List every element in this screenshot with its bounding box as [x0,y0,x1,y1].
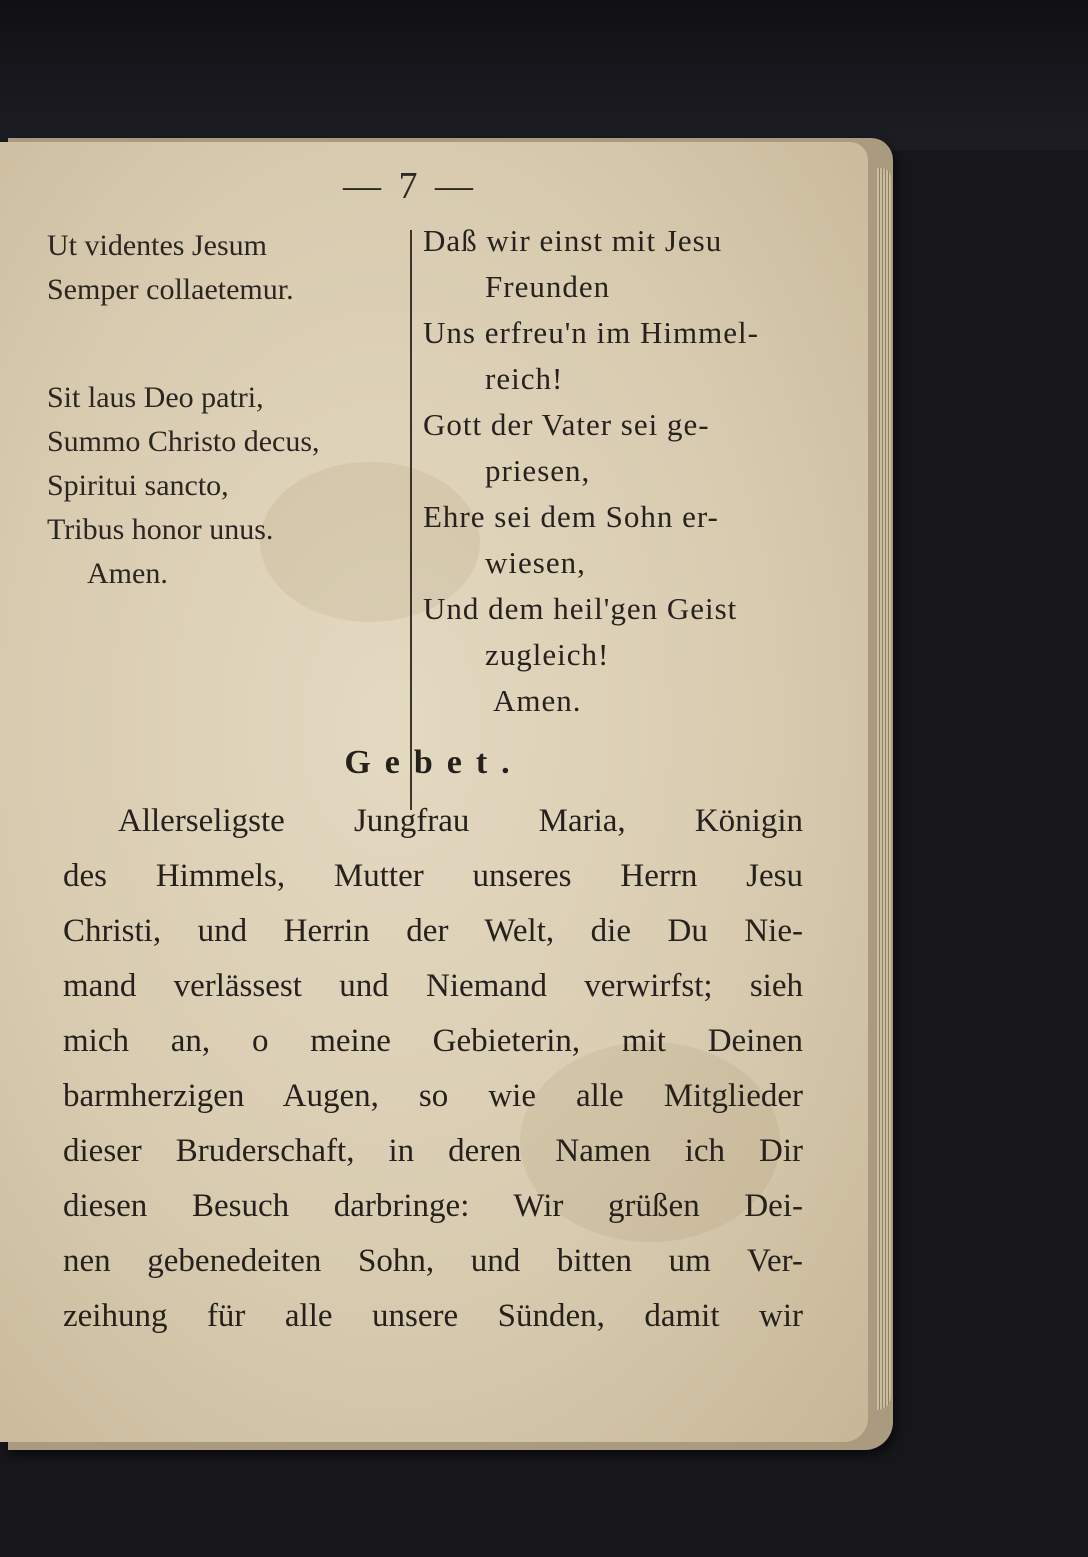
latin-line: Ut videntes Jesum [47,229,267,262]
page-number: — 7 — [343,165,477,207]
prayer-line: nen gebenedeiten Sohn, und bitten um Ver- [63,1243,803,1279]
column-divider [410,230,412,810]
prayer-line: mich an, o meine Gebieterin, mit Deinen [63,1023,803,1059]
german-line: Daß wir einst mit Jesu [423,223,723,258]
german-line: reich! [485,361,564,396]
prayer-line: des Himmels, Mutter unseres Herrn Jesu [63,858,803,894]
prayer-line: zeihung für alle unsere Sünden, damit wir [63,1298,803,1334]
german-line: priesen, [485,453,591,488]
prayer-line: Christi, und Herrin der Welt, die Du Nie- [63,913,803,949]
german-line: Und dem heil'gen Geist [423,591,738,626]
prayer-title: Gebet. [344,744,524,781]
german-line: zugleich! [485,637,610,672]
latin-line: Tribus honor unus. [47,513,274,546]
german-line: Uns erfreu'n im Himmel- [423,315,759,350]
prayer-line: barmherzigen Augen, so wie alle Mitglieder [63,1078,803,1114]
latin-line: Spiritui sancto, [47,469,229,502]
prayer-line: diesen Besuch darbringe: Wir grüßen Dei- [63,1188,803,1224]
german-amen: Amen. [493,683,582,718]
latin-line: Sit laus Deo patri, [47,381,264,414]
latin-hymn-column [47,224,407,596]
book-page [0,142,868,1442]
german-line: Ehre sei dem Sohn er- [423,499,719,534]
prayer-line: Allerseligste Jungfrau Maria, Königin [118,803,803,839]
german-line: wiesen, [485,545,586,580]
background [0,0,1088,150]
latin-amen: Amen. [87,557,168,590]
german-line: Gott der Vater sei ge- [423,407,710,442]
prayer-line: mand verlässest und Niemand verwirfst; sieh [63,968,803,1004]
german-hymn-column [423,218,803,724]
latin-line: Summo Christo decus, [47,425,320,458]
german-line: Freunden [485,269,611,304]
prayer-text [63,794,803,1344]
latin-line: Semper collaetemur. [47,273,294,306]
prayer-line: dieser Bruderschaft, in deren Namen ich Dir [63,1133,803,1169]
